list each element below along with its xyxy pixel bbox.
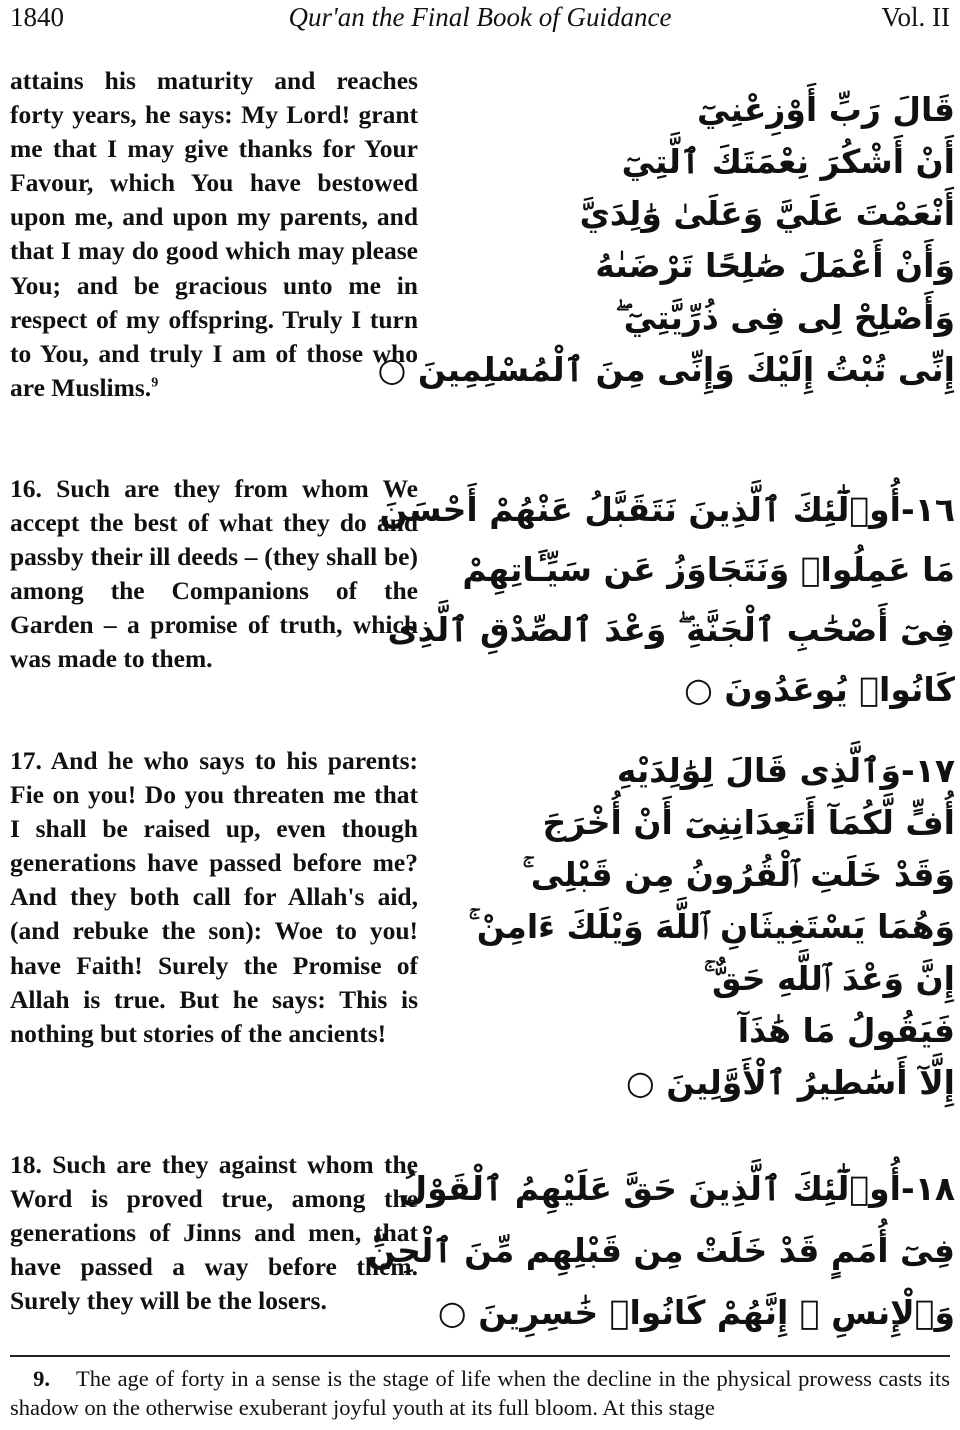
arabic-line: فَيَقُولُ مَا هَٰذَآ bbox=[737, 1011, 955, 1050]
arabic-line: وَأَنْ أَعْمَلَ صَٰلِحًا تَرْضَىٰهُ bbox=[595, 246, 955, 285]
arabic-line: وَقَدْ خَلَتِ ٱلْقُرُونُ مِن قَبْلِى ۚ bbox=[522, 855, 955, 894]
verse-17-arabic bbox=[468, 745, 955, 1109]
arabic-line: فِىٓ أُمَمٍ قَدْ خَلَتْ مِن قَبْلِهِم مِّنَ ٱلْجِنِّ bbox=[367, 1231, 955, 1270]
arabic-line: مَا عَمِلُوا۟ وَنَتَجَاوَزُ عَن سَيِّـَٔاتِهِمْ bbox=[462, 550, 955, 589]
footnote bbox=[10, 1364, 950, 1422]
arabic-line: أُفٍّ لَّكُمَآ أَتَعِدَانِنِىٓ أَنْ أُخْرَجَ bbox=[542, 803, 955, 842]
verse-text: 17. And he who says to his parents: Fie on you! Do you threaten me that I shall be raised up, even though generations have passed before me? And they both call for Allah's aid, (and rebuke the son): Woe to you! have Faith! Surely the Promise of Allah is true. But he says: This is nothing but stories of the ancients! bbox=[10, 746, 418, 1048]
verse-text: 16. Such are they from whom We accept the best of what they do and passby their ill deeds – (they shall be) among the Companions of the Garden – a promise of truth, which was made to them. bbox=[10, 474, 418, 674]
arabic-line: إِنَّ وَعْدَ ٱللَّهِ حَقٌّ ۚ bbox=[703, 959, 955, 998]
arabic-line: كَانُوا۟ يُوعَدُونَ ○ bbox=[684, 670, 955, 709]
footnote-ref: 9 bbox=[151, 375, 159, 391]
arabic-line: ١٦-أُو۟لَٰٓئِكَ ٱلَّذِينَ نَتَقَبَّلُ عَنْهُمْ أَحْسَنَ bbox=[379, 490, 955, 529]
verse-16-arabic bbox=[379, 480, 955, 720]
arabic-line: وَهُمَا يَسْتَغِيثَانِ ٱللَّهَ وَيْلَكَ ءَامِنْ ۚ bbox=[468, 907, 955, 946]
arabic-line: ١٧-وَٱلَّذِى قَالَ لِوَٰلِدَيْهِ bbox=[616, 751, 955, 790]
page-number: 1840 bbox=[10, 2, 64, 32]
verse-18-arabic bbox=[367, 1158, 955, 1344]
arabic-line: أَنْعَمْتَ عَلَيَّ وَعَلَىٰ وَٰلِدَيَّ bbox=[579, 194, 955, 233]
arabic-line: وَأَصْلِحْ لِى فِى ذُرِّيَّتِيٓ ۖ bbox=[615, 298, 955, 337]
verse-text: 18. Such are they against whom the Word is proved true, among the generations of Jinns and men, that have passed a way before them. Surely they will be the losers. bbox=[10, 1150, 418, 1316]
verse-text: attains his maturity and reaches forty years, he says: My Lord! grant me that I may give thanks for Your Favour, which You have bestowed upon me, and upon my parents, and that I may do good which may please You; and be gracious unto me in respect of my offspring. Truly I turn to You, and truly I am of those who are Muslims. bbox=[10, 66, 418, 402]
arabic-line: إِنِّى تُبْتُ إِلَيْكَ وَإِنِّى مِنَ ٱلْمُسْلِمِينَ ○ bbox=[377, 350, 955, 389]
arabic-line: أَنْ أَشْكُرَ نِعْمَتَكَ ٱلَّتِيٓ bbox=[621, 142, 955, 181]
book-title: Qur'an the Final Book of Guidance bbox=[288, 2, 672, 32]
arabic-line: ١٨-أُو۟لَٰٓئِكَ ٱلَّذِينَ حَقَّ عَلَيْهِمُ ٱلْقَوْلُ bbox=[398, 1169, 955, 1208]
arabic-line: وَٱلْإِنسِ ۖ إِنَّهُمْ كَانُوا۟ خَٰسِرِينَ ○ bbox=[437, 1293, 955, 1332]
footnote-divider bbox=[10, 1355, 950, 1357]
footnote-text: The age of forty in a sense is the stage of life when the decline in the physical prowess casts its shadow on the otherwise exuberant joyful youth at its full bloom. At this stage bbox=[10, 1366, 950, 1420]
verse-15-translation bbox=[10, 64, 418, 405]
page-header bbox=[0, 0, 960, 40]
verse-16-translation bbox=[10, 472, 418, 677]
arabic-line: إِلَّآ أَسَٰطِيرُ ٱلْأَوَّلِينَ ○ bbox=[625, 1063, 955, 1102]
arabic-line: قَالَ رَبِّ أَوْزِعْنِيٓ bbox=[697, 90, 955, 129]
verse-15-arabic bbox=[377, 84, 955, 396]
arabic-line: فِىٓ أَصْحَٰبِ ٱلْجَنَّةِ ۖ وَعْدَ ٱلصِّدْقِ ٱلَّذِى bbox=[387, 610, 955, 649]
verse-18-translation bbox=[10, 1148, 418, 1318]
verse-17-translation bbox=[10, 744, 418, 1051]
volume-label: Vol. II bbox=[881, 2, 950, 32]
footnote-number: 9. bbox=[33, 1366, 50, 1391]
